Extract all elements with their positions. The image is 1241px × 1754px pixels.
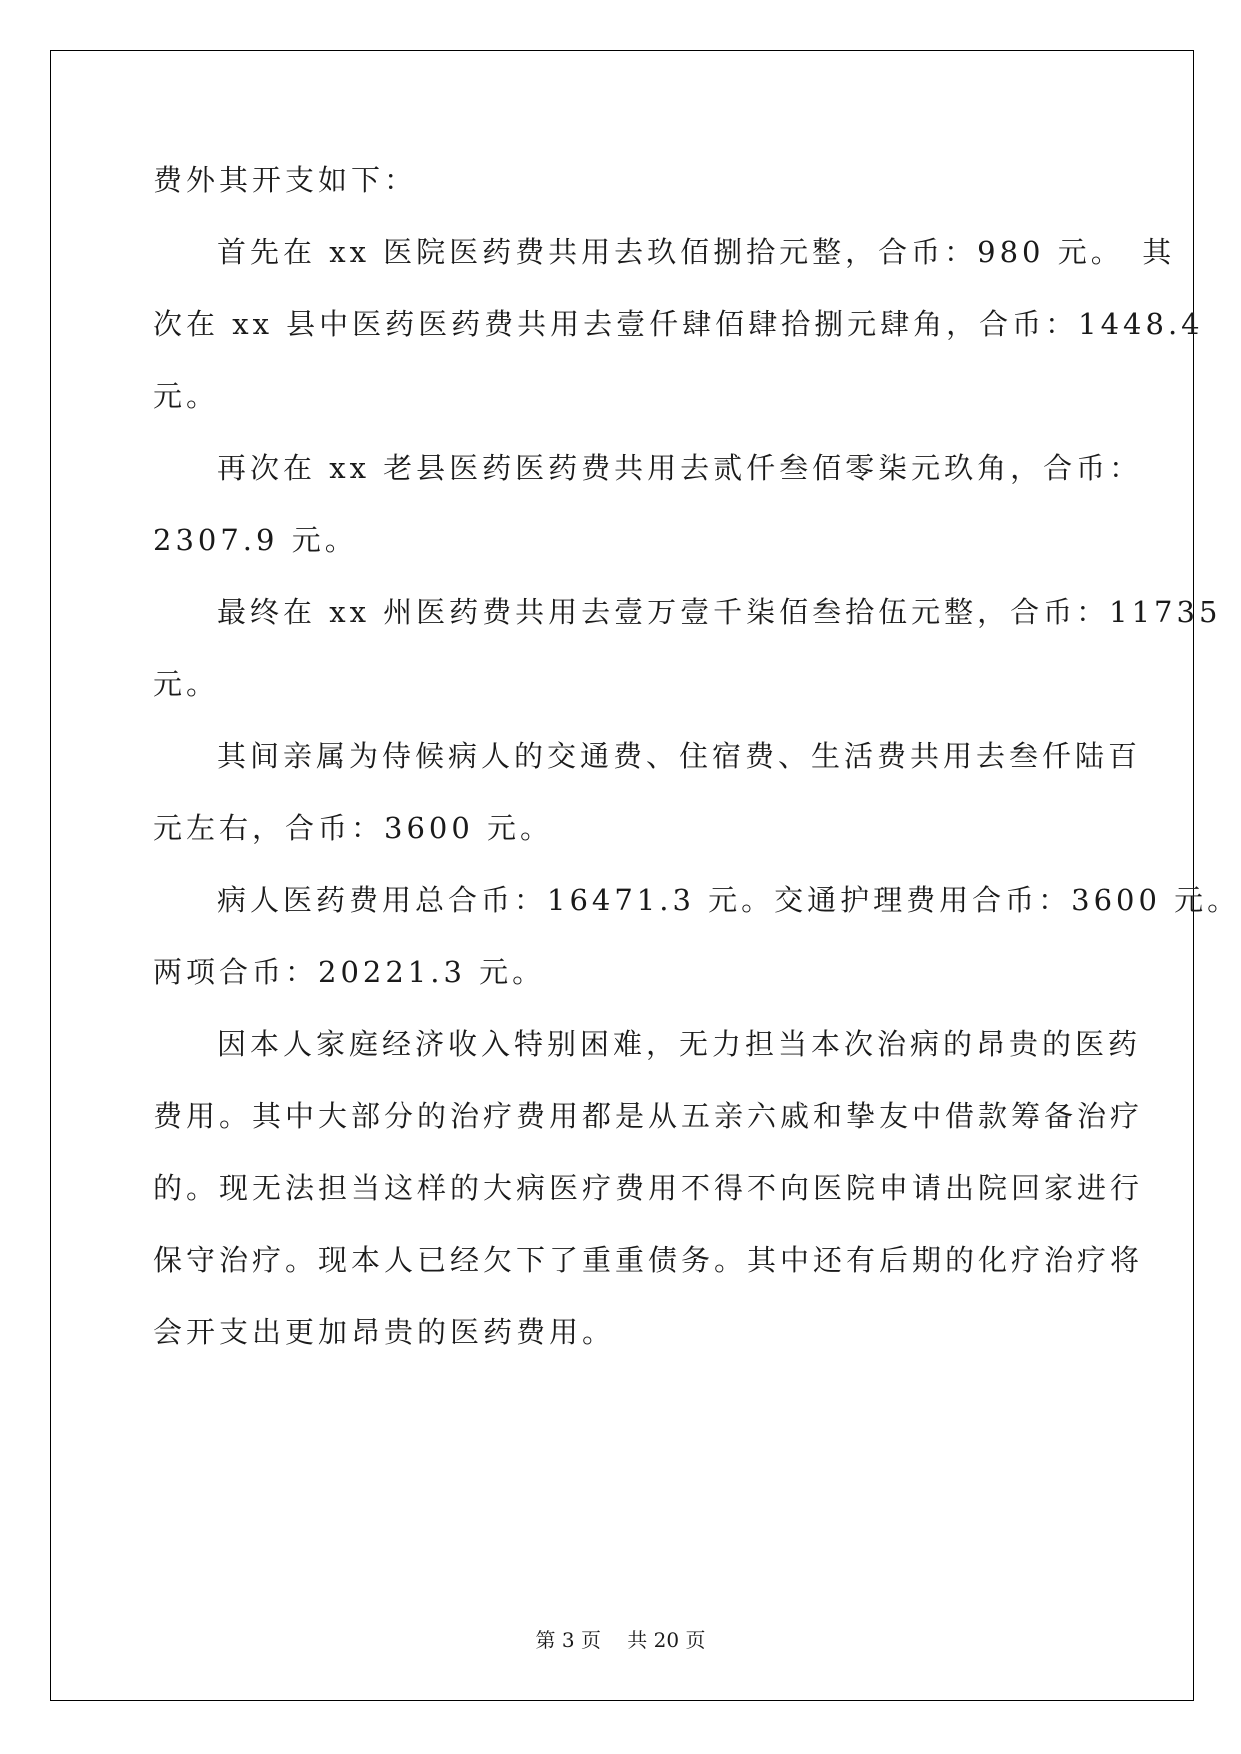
page-border	[50, 50, 1194, 1701]
text-line: 费用。其中大部分的治疗费用都是从五亲六戚和挚友中借款筹备治疗	[153, 1099, 1144, 1133]
text-line: 因本人家庭经济收入特别困难，无力担当本次治病的昂贵的医药	[217, 1027, 1142, 1061]
text-line: 首先在 xx 医院医药费共用去玖佰捌拾元整，合币：980 元。 其	[217, 235, 1176, 269]
text-line: 再次在 xx 老县医药医药费共用去贰仟叁佰零柒元玖角，合币：	[217, 451, 1143, 485]
text-line: 费外其开支如下：	[153, 163, 418, 197]
text-line: 元左右，合币：3600 元。	[153, 811, 554, 845]
text-line: 病人医药费用总合币：16471.3 元。交通护理费用合币：3600 元。	[217, 883, 1241, 917]
text-line: 其间亲属为侍候病人的交通费、住宿费、生活费共用去叁仟陆百	[217, 739, 1142, 773]
text-line: 保守治疗。现本人已经欠下了重重债务。其中还有后期的化疗治疗将	[153, 1243, 1144, 1277]
text-line: 元。	[153, 667, 220, 701]
page-number-footer: 第 3 页 共 20 页	[535, 1628, 706, 1652]
text-line: 次在 xx 县中医药医药费共用去壹仟肆佰肆拾捌元肆角，合币：1448.4	[153, 307, 1204, 341]
text-line: 的。现无法担当这样的大病医疗费用不得不向医院申请出院回家进行	[153, 1171, 1144, 1205]
text-line: 元。	[153, 379, 220, 413]
text-line: 会开支出更加昂贵的医药费用。	[153, 1315, 616, 1349]
text-line: 最终在 xx 州医药费共用去壹万壹千柒佰叁拾伍元整，合币：11735	[217, 595, 1222, 629]
text-line: 2307.9 元。	[153, 523, 358, 557]
text-line: 两项合币：20221.3 元。	[153, 955, 546, 989]
